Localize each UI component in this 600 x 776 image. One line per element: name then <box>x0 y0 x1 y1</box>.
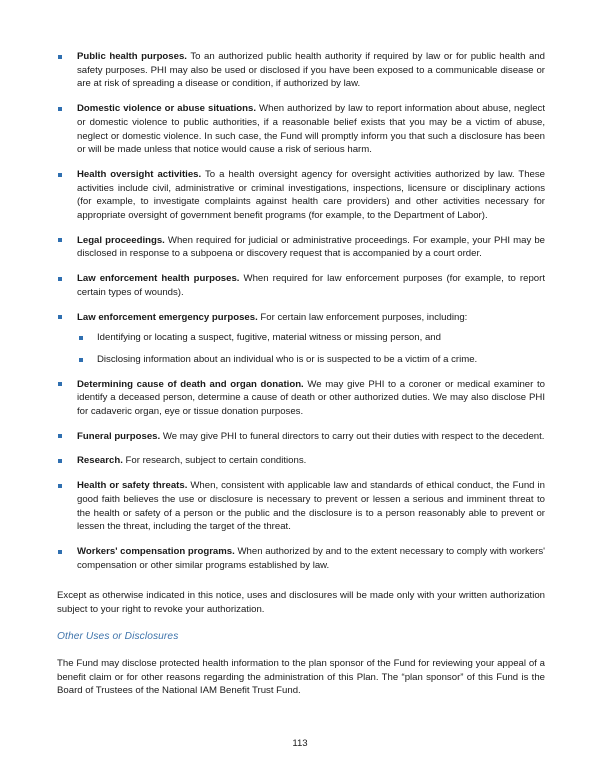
list-item-lead: Legal proceedings. <box>77 234 165 246</box>
list-item <box>57 50 545 91</box>
list-item-lead: Law enforcement health purposes. <box>77 273 240 285</box>
list-item-text: When authorized by and to the extent necessary to comply with workers' compensation or other similar programs established by law. <box>77 545 545 571</box>
list-item <box>57 378 545 419</box>
page-number: 113 <box>292 738 308 749</box>
list-item <box>57 311 545 367</box>
list-item <box>57 168 545 223</box>
list-item-lead: Health or safety threats. <box>77 480 188 492</box>
list-item-lead: Health oversight activities. <box>77 168 202 180</box>
list-item-lead: Public health purposes. <box>77 51 187 62</box>
list-item-lead: Law enforcement emergency purposes. <box>77 311 258 323</box>
list-item-lead: Domestic violence or abuse situations. <box>77 103 257 115</box>
list-item <box>57 545 545 572</box>
disclosure-purposes-list <box>57 50 545 572</box>
list-item-text: To an authorized public health authority if required by law or for public health and safety purposes. PHI may also be used or disclosed if you have been exposed to a communicable disease or are at risk of spreading a disease or condition, if authorized by law. <box>77 51 545 90</box>
section-paragraph: The Fund may disclose protected health information to the plan sponsor of the Fund for reviewing your appeal of a benefit claim or for other reasons regarding the administration of this Plan. The “plan sponsor” of this Fund is the Board of Trustees of the National IAM Benefit Trust Fund. <box>57 657 545 697</box>
nested-list-item: Disclosing information about an individual who is or is suspected to be a victim of a crime. <box>77 353 545 367</box>
list-item-text: We may give PHI to funeral directors to carry out their duties with respect to the decedent. <box>160 430 545 442</box>
list-item-text: When required for law enforcement purposes (for example, to report certain types of wounds). <box>77 273 545 298</box>
closing-paragraph: Except as otherwise indicated in this notice, uses and disclosures will be made only with your written authorization subject to your right to revoke your authorization. <box>57 590 545 616</box>
list-item-text: We may give PHI to a coroner or medical examiner to identify a deceased person, determine a cause of death or other authorized duties. We may also disclose PHI for cadaveric organ, eye or tissue donation purposes. <box>77 378 545 418</box>
list-item-lead: Funeral purposes. <box>77 430 161 442</box>
list-item-text: When authorized by law to report information about abuse, neglect or domestic violence to public authorities, if a reasonable belief exists that you may be a victim of abuse, neglect or domestic violence. In such case, the Fund will promptly inform you that such a disclosure has been or will be made unless that notice would cause a risk of serious harm. <box>77 103 545 156</box>
list-item-text: For certain law enforcement purposes, including: <box>257 311 468 323</box>
list-item <box>57 272 545 299</box>
page-content <box>57 50 545 698</box>
list-item-lead: Research. <box>77 455 123 467</box>
list-item-lead: Workers' compensation programs. <box>77 545 235 557</box>
list-item-text: When, consistent with applicable law and standards of ethical conduct, the Fund in good faith believes the use or disclosure is necessary to prevent or lessen a serious and imminent threat to the health or safety of a person or the public and the disclosure is to a person reasonably able to prevent or lessen the threat, including the target of the threat. <box>77 480 545 533</box>
nested-list <box>77 331 545 366</box>
section-heading-other-uses: Other Uses or Disclosures <box>57 630 179 642</box>
spacer <box>57 617 545 630</box>
list-item <box>57 234 545 261</box>
list-item-text: To a health oversight agency for oversight activities authorized by law. These activities include civil, administrative or criminal investigations, inspections, licensure or disciplinary actions (for example, to investigate complaints against health care providers) and other activities necessary for appropriate oversight of government benefit programs (for example, to the Department of Labor). <box>77 168 546 222</box>
list-item-lead: Determining cause of death and organ donation. <box>77 378 304 390</box>
spacer <box>57 644 545 657</box>
spacer <box>57 572 545 589</box>
list-item <box>57 454 545 468</box>
list-item-text: For research, subject to certain conditions. <box>122 455 307 467</box>
list-item <box>57 102 545 157</box>
list-item-text: When required for judicial or administrative proceedings. For example, your PHI may be disclosed in response to a subpoena or discovery request that is accompanied by a court order. <box>77 234 545 260</box>
list-item <box>57 430 545 444</box>
nested-list-item: Identifying or locating a suspect, fugitive, material witness or missing person, and <box>77 331 545 345</box>
list-item <box>57 479 545 534</box>
